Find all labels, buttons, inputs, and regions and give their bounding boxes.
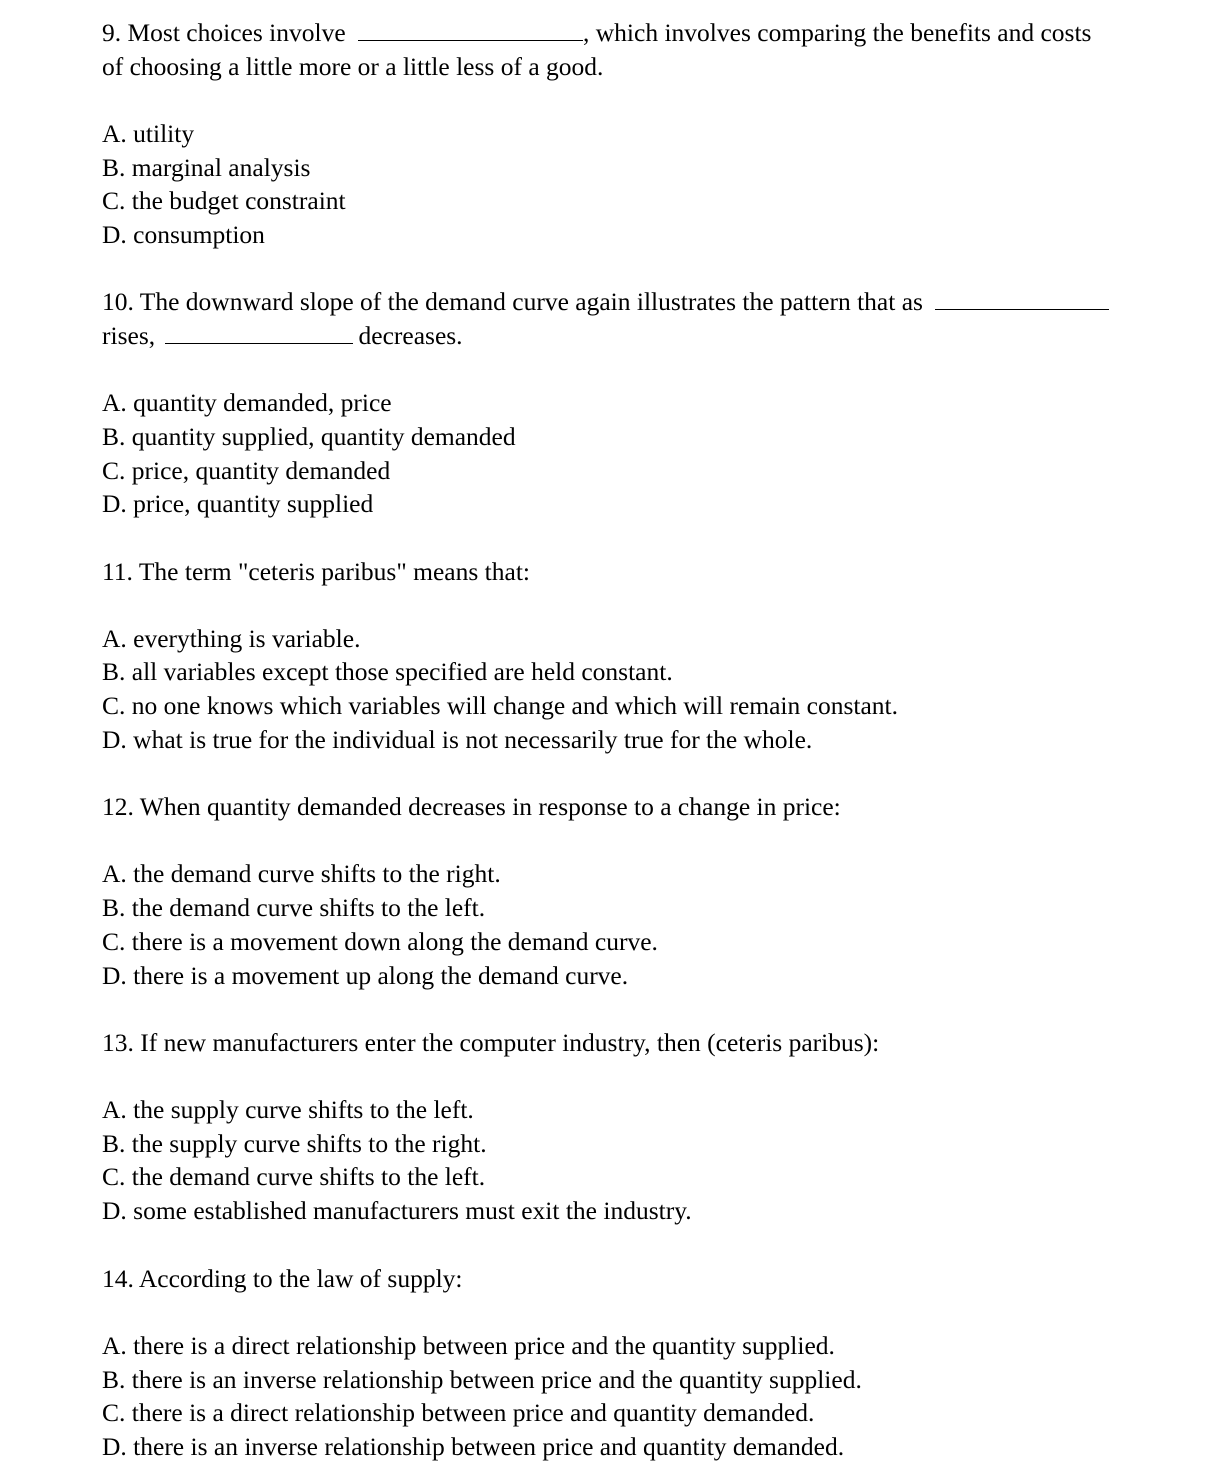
- q11-option-a: A. everything is variable.: [102, 624, 361, 653]
- q12-stem: 12. When quantity demanded decreases in response to a change in price:: [102, 792, 841, 821]
- q10-stem-line2: [102, 319, 463, 353]
- q13-option-a: A. the supply curve shifts to the left.: [102, 1095, 474, 1124]
- q11-option-c: C. no one knows which variables will change and which will remain constant.: [102, 691, 898, 720]
- q14-option-b: B. there is an inverse relationship between price and the quantity supplied.: [102, 1365, 862, 1394]
- q10-stem-line1: [102, 285, 1109, 319]
- q13-option-b: B. the supply curve shifts to the right.: [102, 1129, 487, 1158]
- q14-option-d: D. there is an inverse relationship between price and quantity demanded.: [102, 1432, 845, 1461]
- q10-option-a: A. quantity demanded, price: [102, 388, 392, 417]
- q9-stem-part1: 9. Most choices involve: [102, 18, 346, 47]
- q9-option-c: C. the budget constraint: [102, 186, 346, 215]
- q12-option-d: D. there is a movement up along the demand curve.: [102, 961, 629, 990]
- q11-option-d: D. what is true for the individual is not necessarily true for the whole.: [102, 725, 813, 754]
- q10-option-c: C. price, quantity demanded: [102, 456, 391, 485]
- q13-option-c: C. the demand curve shifts to the left.: [102, 1162, 486, 1191]
- q9-option-a: A. utility: [102, 119, 195, 148]
- q12-option-a: A. the demand curve shifts to the right.: [102, 859, 501, 888]
- q14-option-a: A. there is a direct relationship between price and the quantity supplied.: [102, 1331, 835, 1360]
- q9-stem-line2: of choosing a little more or a little less of a good.: [102, 52, 604, 81]
- q9-stem-part2: , which involves comparing the benefits and costs: [583, 18, 1092, 47]
- q14-stem: 14. According to the law of supply:: [102, 1264, 463, 1293]
- q9-answer-blank: [358, 18, 583, 41]
- q14-option-c: C. there is a direct relationship between price and quantity demanded.: [102, 1398, 815, 1427]
- q10-option-d: D. price, quantity supplied: [102, 489, 374, 518]
- q13-stem: 13. If new manufacturers enter the computer industry, then (ceteris paribus):: [102, 1028, 880, 1057]
- q10-stem-line2-part1: rises,: [102, 321, 156, 350]
- q10-stem-line2-part2: decreases.: [358, 321, 463, 350]
- q10-blank-2: [165, 321, 353, 344]
- q9-option-d: D. consumption: [102, 220, 265, 249]
- q12-option-b: B. the demand curve shifts to the left.: [102, 893, 486, 922]
- q9-option-b: B. marginal analysis: [102, 153, 311, 182]
- q11-option-b: B. all variables except those specified are held constant.: [102, 657, 673, 686]
- q10-blank-1: [935, 287, 1109, 310]
- q12-option-c: C. there is a movement down along the demand curve.: [102, 927, 658, 956]
- q10-stem-part1: 10. The downward slope of the demand curve again illustrates the pattern that as: [102, 287, 923, 316]
- q11-stem: 11. The term "ceteris paribus" means that:: [102, 557, 530, 586]
- q13-option-d: D. some established manufacturers must exit the industry.: [102, 1196, 692, 1225]
- q9-stem-line1: [102, 16, 1091, 50]
- q10-option-b: B. quantity supplied, quantity demanded: [102, 422, 516, 451]
